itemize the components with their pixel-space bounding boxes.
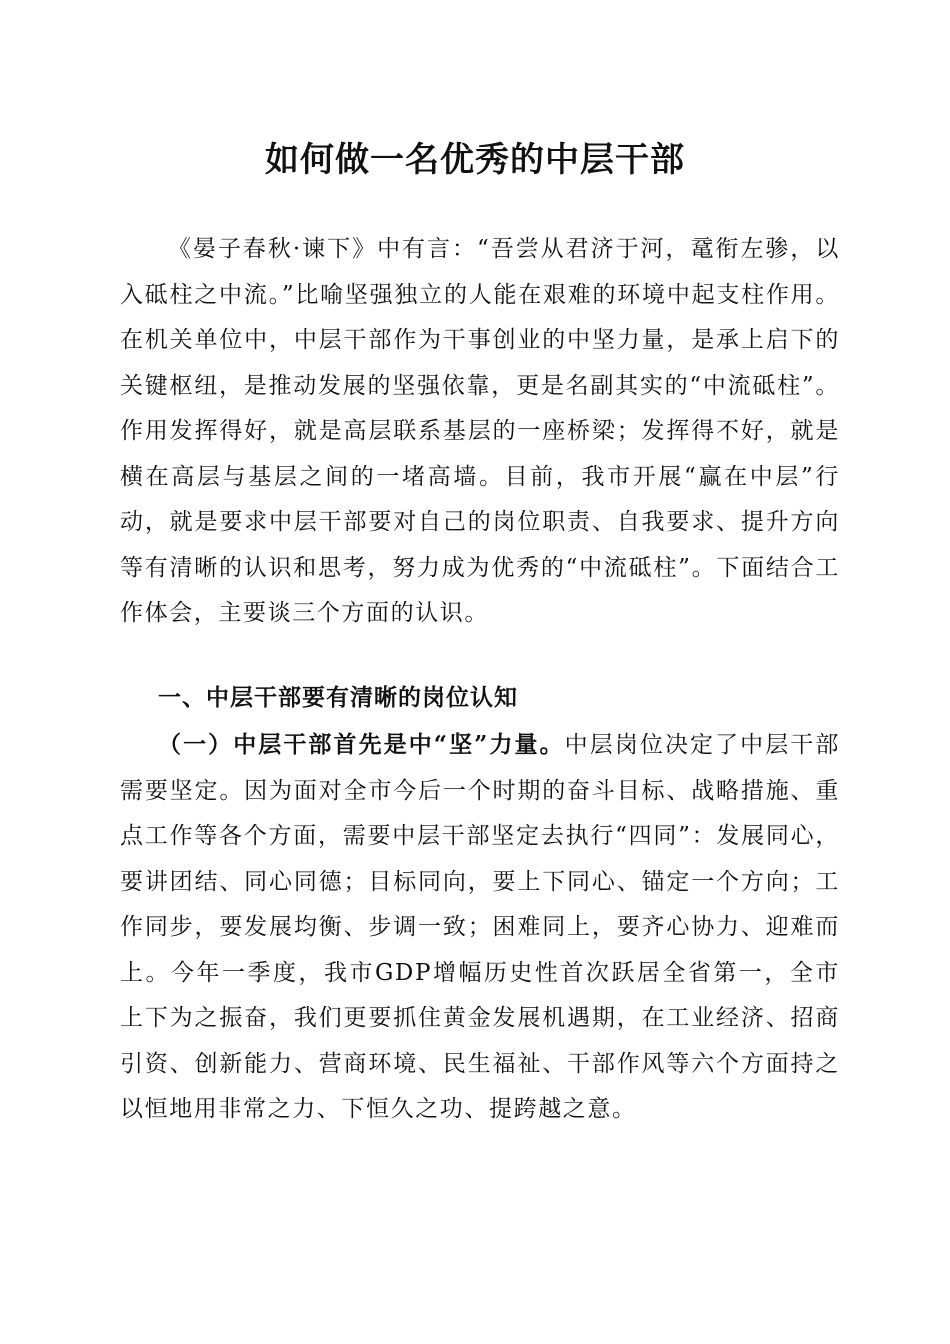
subsection-heading-1: （一）中层干部首先是中“坚”力量。 [158,731,565,758]
subsection-paragraph-1 [120,722,840,1133]
document-title: 如何做一名优秀的中层干部 [265,140,685,180]
intro-paragraph: 《晏子春秋·谏下》中有言：“吾尝从君济于河，鼋衔左骖，以入砥柱之中流。”比喻坚强独立的人能在艰难的环境中起支柱作用。在机关单位中，中层干部作为干事创业的中坚力量，是承上启下的关键枢纽，是推动发展的坚强依靠，更是名副其实的“中流砥柱”。作用发挥得好，就是高层联系基层的一座桥梁；发挥得不好，就是横在高层与基层之间的一堵高墙。目前，我市开展“赢在中层”行动，就是要求中层干部要对自己的岗位职责、自我要求、提升方向等有清晰的认识和思考，努力成为优秀的“中流砥柱”。下面结合工作体会，主要谈三个方面的认识。 [120,236,840,626]
subsection-text-1: 中层岗位决定了中层干部需要坚定。因为面对全市今后一个时期的奋斗目标、战略措施、重点工作等各个方面，需要中层干部坚定去执行“四同”：发展同心，要讲团结、同心同德；目标同向，要上下同心、锚定一个方向；工作同步，要发展均衡、步调一致；困难同上，要齐心协力、迎难而上。今年一季度，我市GDP增幅历史性首次跃居全省第一，全市上下为之振奋，我们更要抓住黄金发展机遇期，在工业经济、招商引资、创新能力、营商环境、民生福祉、干部作风等六个方面持之以恒地用非常之力、下恒久之功、提跨越之意。 [120,732,840,1122]
section-heading-1: 一、中层干部要有清晰的岗位认知 [158,685,518,711]
